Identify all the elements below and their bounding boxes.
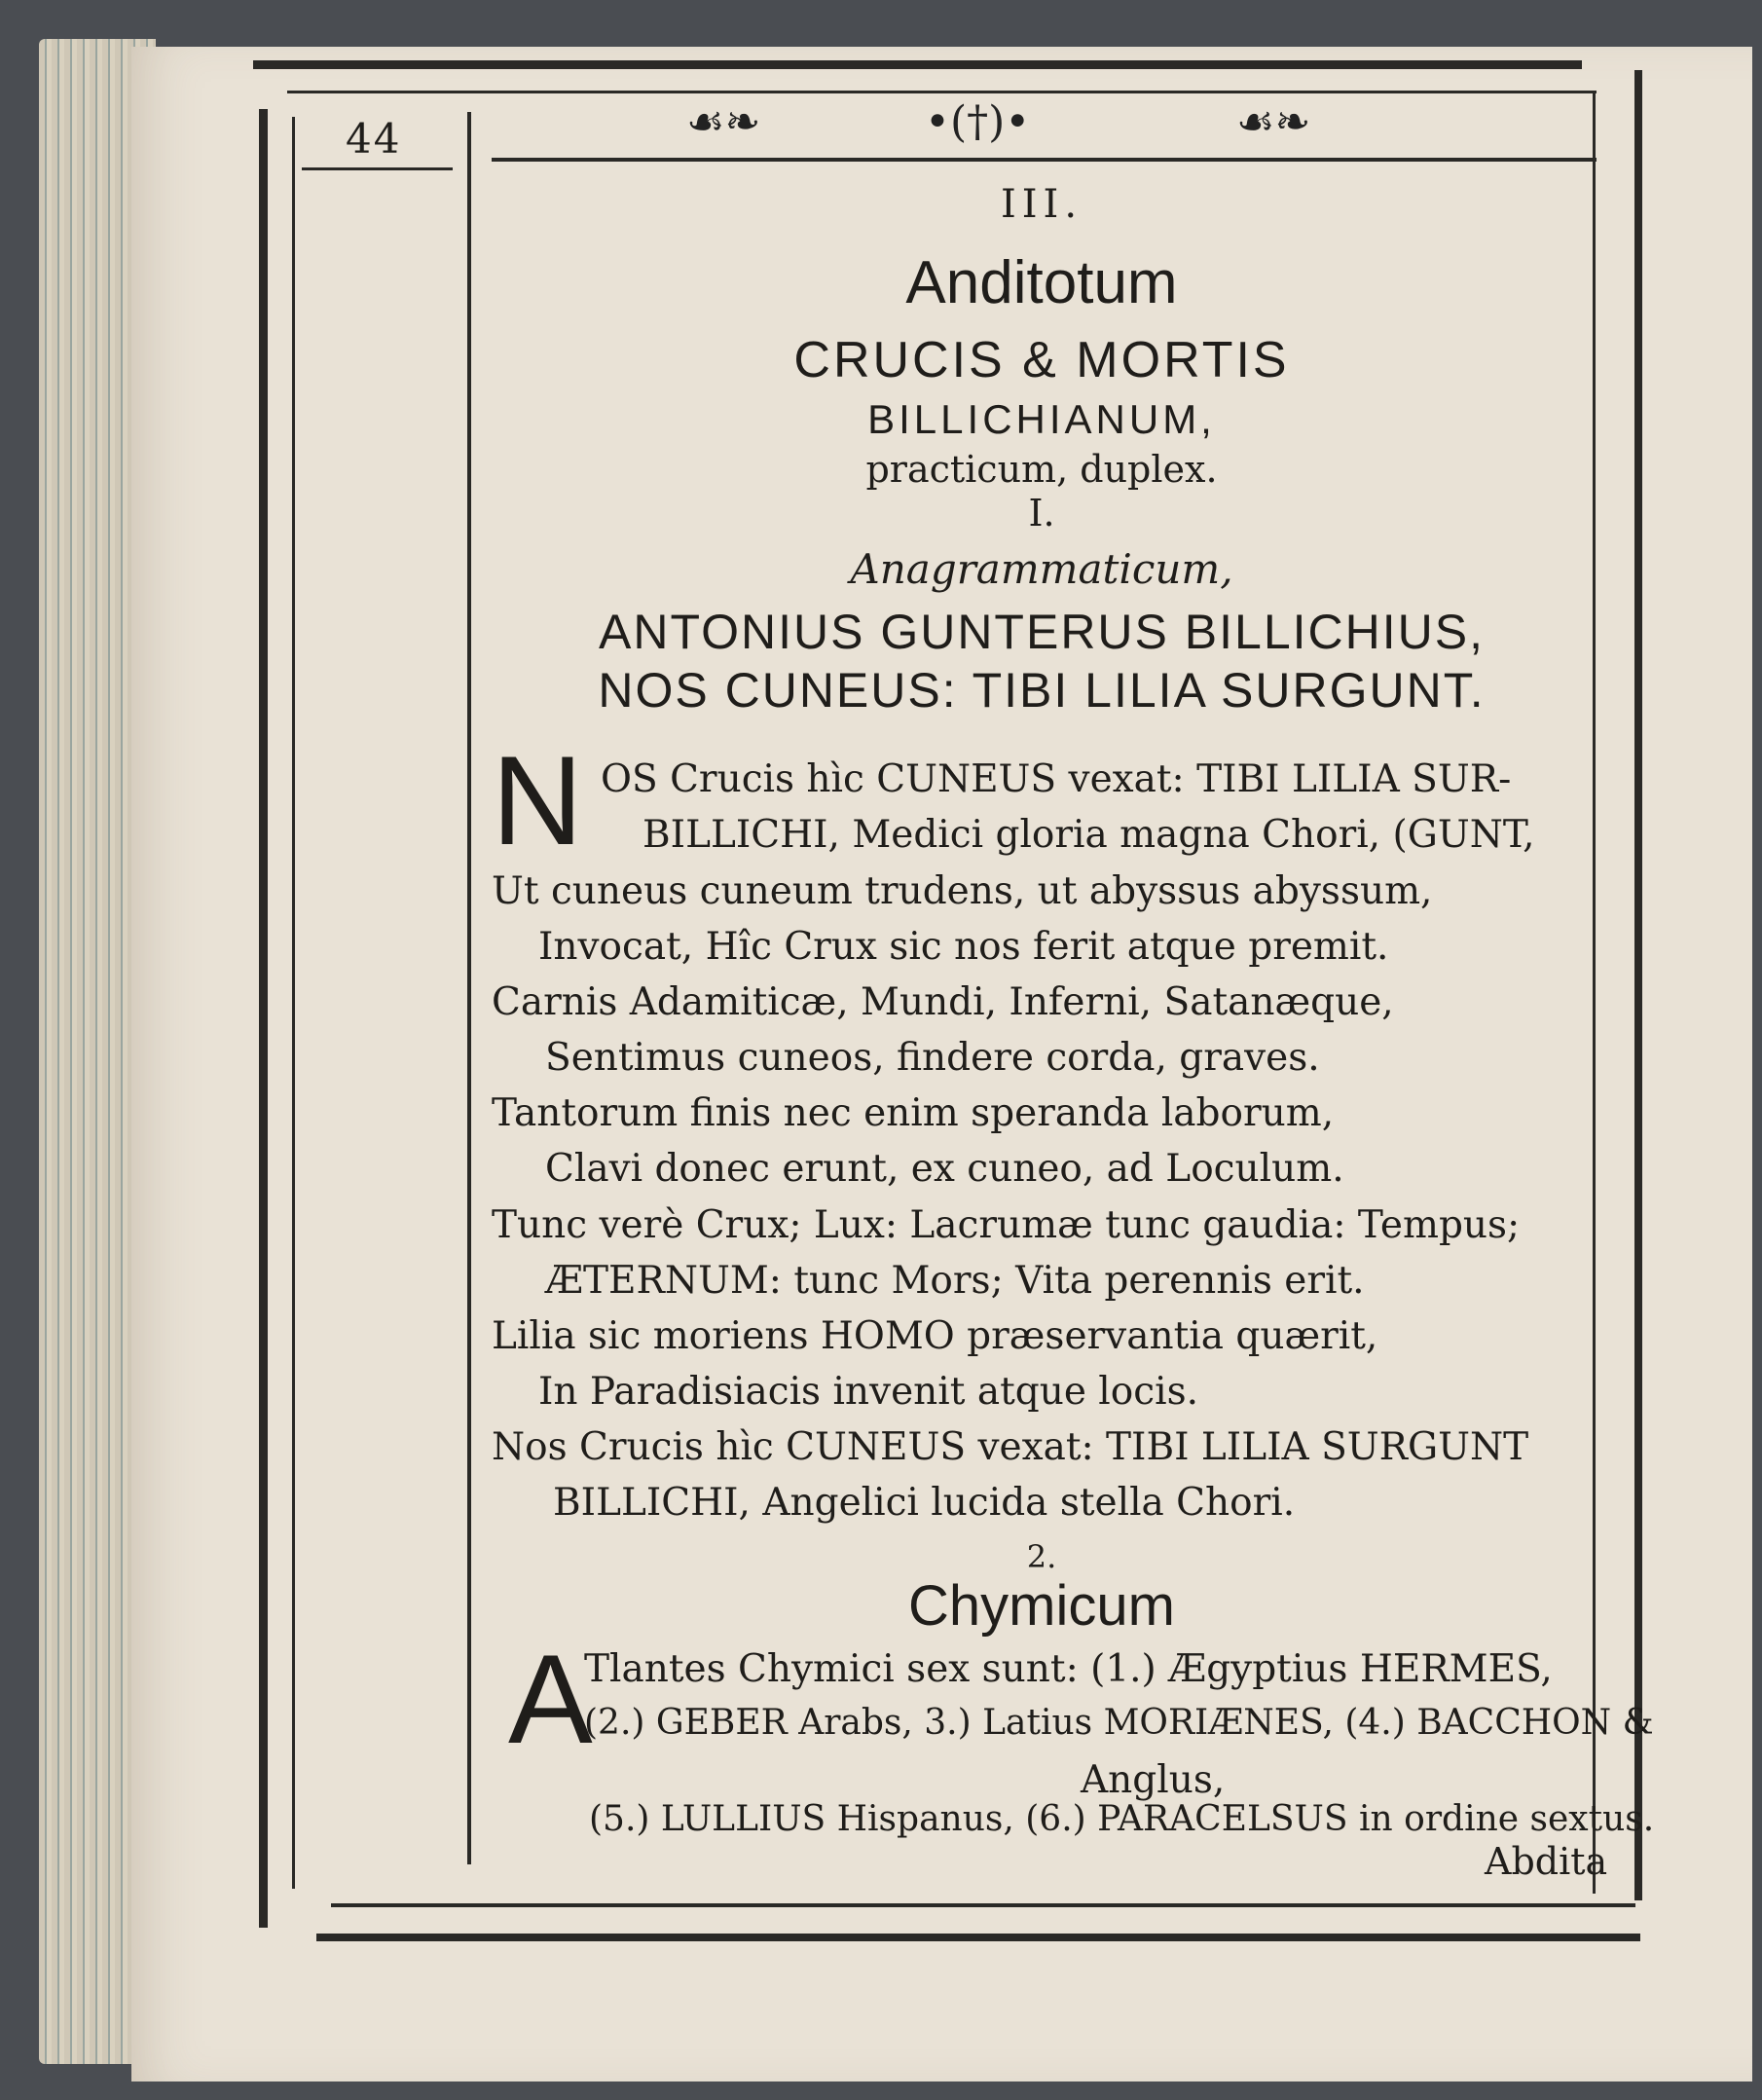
anagram-result: NOS CUNEUS: TIBI LILIA SURGUNT.	[598, 663, 1486, 718]
verse-line: OS Crucis hìc CUNEUS vexat: TIBI LILIA SUR-	[601, 757, 1512, 801]
verse-line: ÆTERNUM: tunc Mors; Vita perennis erit.	[545, 1259, 1365, 1303]
title-line-4: practicum, duplex.	[865, 448, 1218, 491]
header-rule-top	[287, 91, 1597, 93]
verse-line: Sentimus cuneos, findere corda, graves.	[545, 1036, 1320, 1080]
verse-line: Nos Crucis hìc CUNEUS vexat: TIBI LILIA SURGUNT	[492, 1425, 1529, 1469]
verse-line: (2.) GEBER Arabs, 3.) Latius MORIÆNES, (4.) BACCHON &	[584, 1703, 1654, 1743]
verse-line: Carnis Adamiticæ, Mundi, Inferni, Satanæque,	[492, 980, 1394, 1024]
cross-ornament-icon: •(†)•	[925, 97, 1031, 147]
catchword: Abdita	[1485, 1840, 1608, 1883]
frame-rule-left-inner	[292, 117, 295, 1889]
frame-rule-top	[253, 60, 1582, 69]
margin-rule	[467, 112, 471, 1864]
verse-line: BILLICHI, Medici gloria magna Chori, (GUNT,	[642, 813, 1535, 857]
title-line-3: BILLICHIANUM,	[867, 396, 1216, 442]
page-number-rule	[302, 167, 453, 170]
section-number: III.	[1000, 182, 1083, 227]
title-line-2: CRUCIS & MORTIS	[793, 332, 1290, 388]
fleuron-ornament-icon: ☙❧	[1236, 97, 1311, 147]
verse-line: Lilia sic moriens HOMO præservantia quærit,	[492, 1314, 1378, 1358]
verse-line: Anglus,	[1081, 1758, 1226, 1802]
frame-rule-right	[1634, 70, 1642, 1900]
verse-line: (5.) LULLIUS Hispanus, (6.) PARACELSUS in ordine sextus.	[589, 1799, 1655, 1839]
verse-line: Invocat, Hîc Crux sic nos ferit atque premit.	[538, 925, 1389, 969]
verse-line: In Paradisiacis invenit atque locis.	[538, 1370, 1198, 1414]
drop-cap: A	[508, 1628, 593, 1770]
drop-cap: N	[492, 729, 583, 871]
fleuron-ornament-icon: ☙❧	[686, 97, 761, 147]
verse-line: Tlantes Chymici sex sunt: (1.) Ægyptius HERMES,	[584, 1647, 1553, 1691]
section-title: Chymicum	[908, 1574, 1175, 1638]
header-rule	[492, 158, 1597, 162]
page-number: 44	[346, 115, 402, 163]
subsection-number: 2.	[1026, 1538, 1057, 1575]
frame-rule-inner-bottom	[331, 1903, 1635, 1907]
frame-rule-bottom	[316, 1934, 1640, 1941]
verse-line: Tunc verè Crux; Lux: Lacrumæ tunc gaudia: Tempus;	[492, 1203, 1521, 1247]
anagram-label: Anagrammaticum,	[850, 545, 1233, 593]
verse-line: Tantorum finis nec enim speranda laborum,	[492, 1091, 1335, 1135]
frame-rule-right-inner	[1593, 92, 1596, 1894]
anagram-name: ANTONIUS GUNTERUS BILLICHIUS,	[598, 605, 1485, 659]
verse-line: Clavi donec erunt, ex cuneo, ad Loculum.	[545, 1147, 1344, 1191]
verse-line: BILLICHI, Angelici lucida stella Chori.	[553, 1481, 1296, 1525]
frame-rule-left	[259, 109, 268, 1928]
page-title: Anditotum	[905, 249, 1178, 316]
verse-line: Ut cuneus cuneum trudens, ut abyssus abyssum,	[492, 869, 1433, 913]
subsection-number: I.	[1028, 492, 1055, 534]
